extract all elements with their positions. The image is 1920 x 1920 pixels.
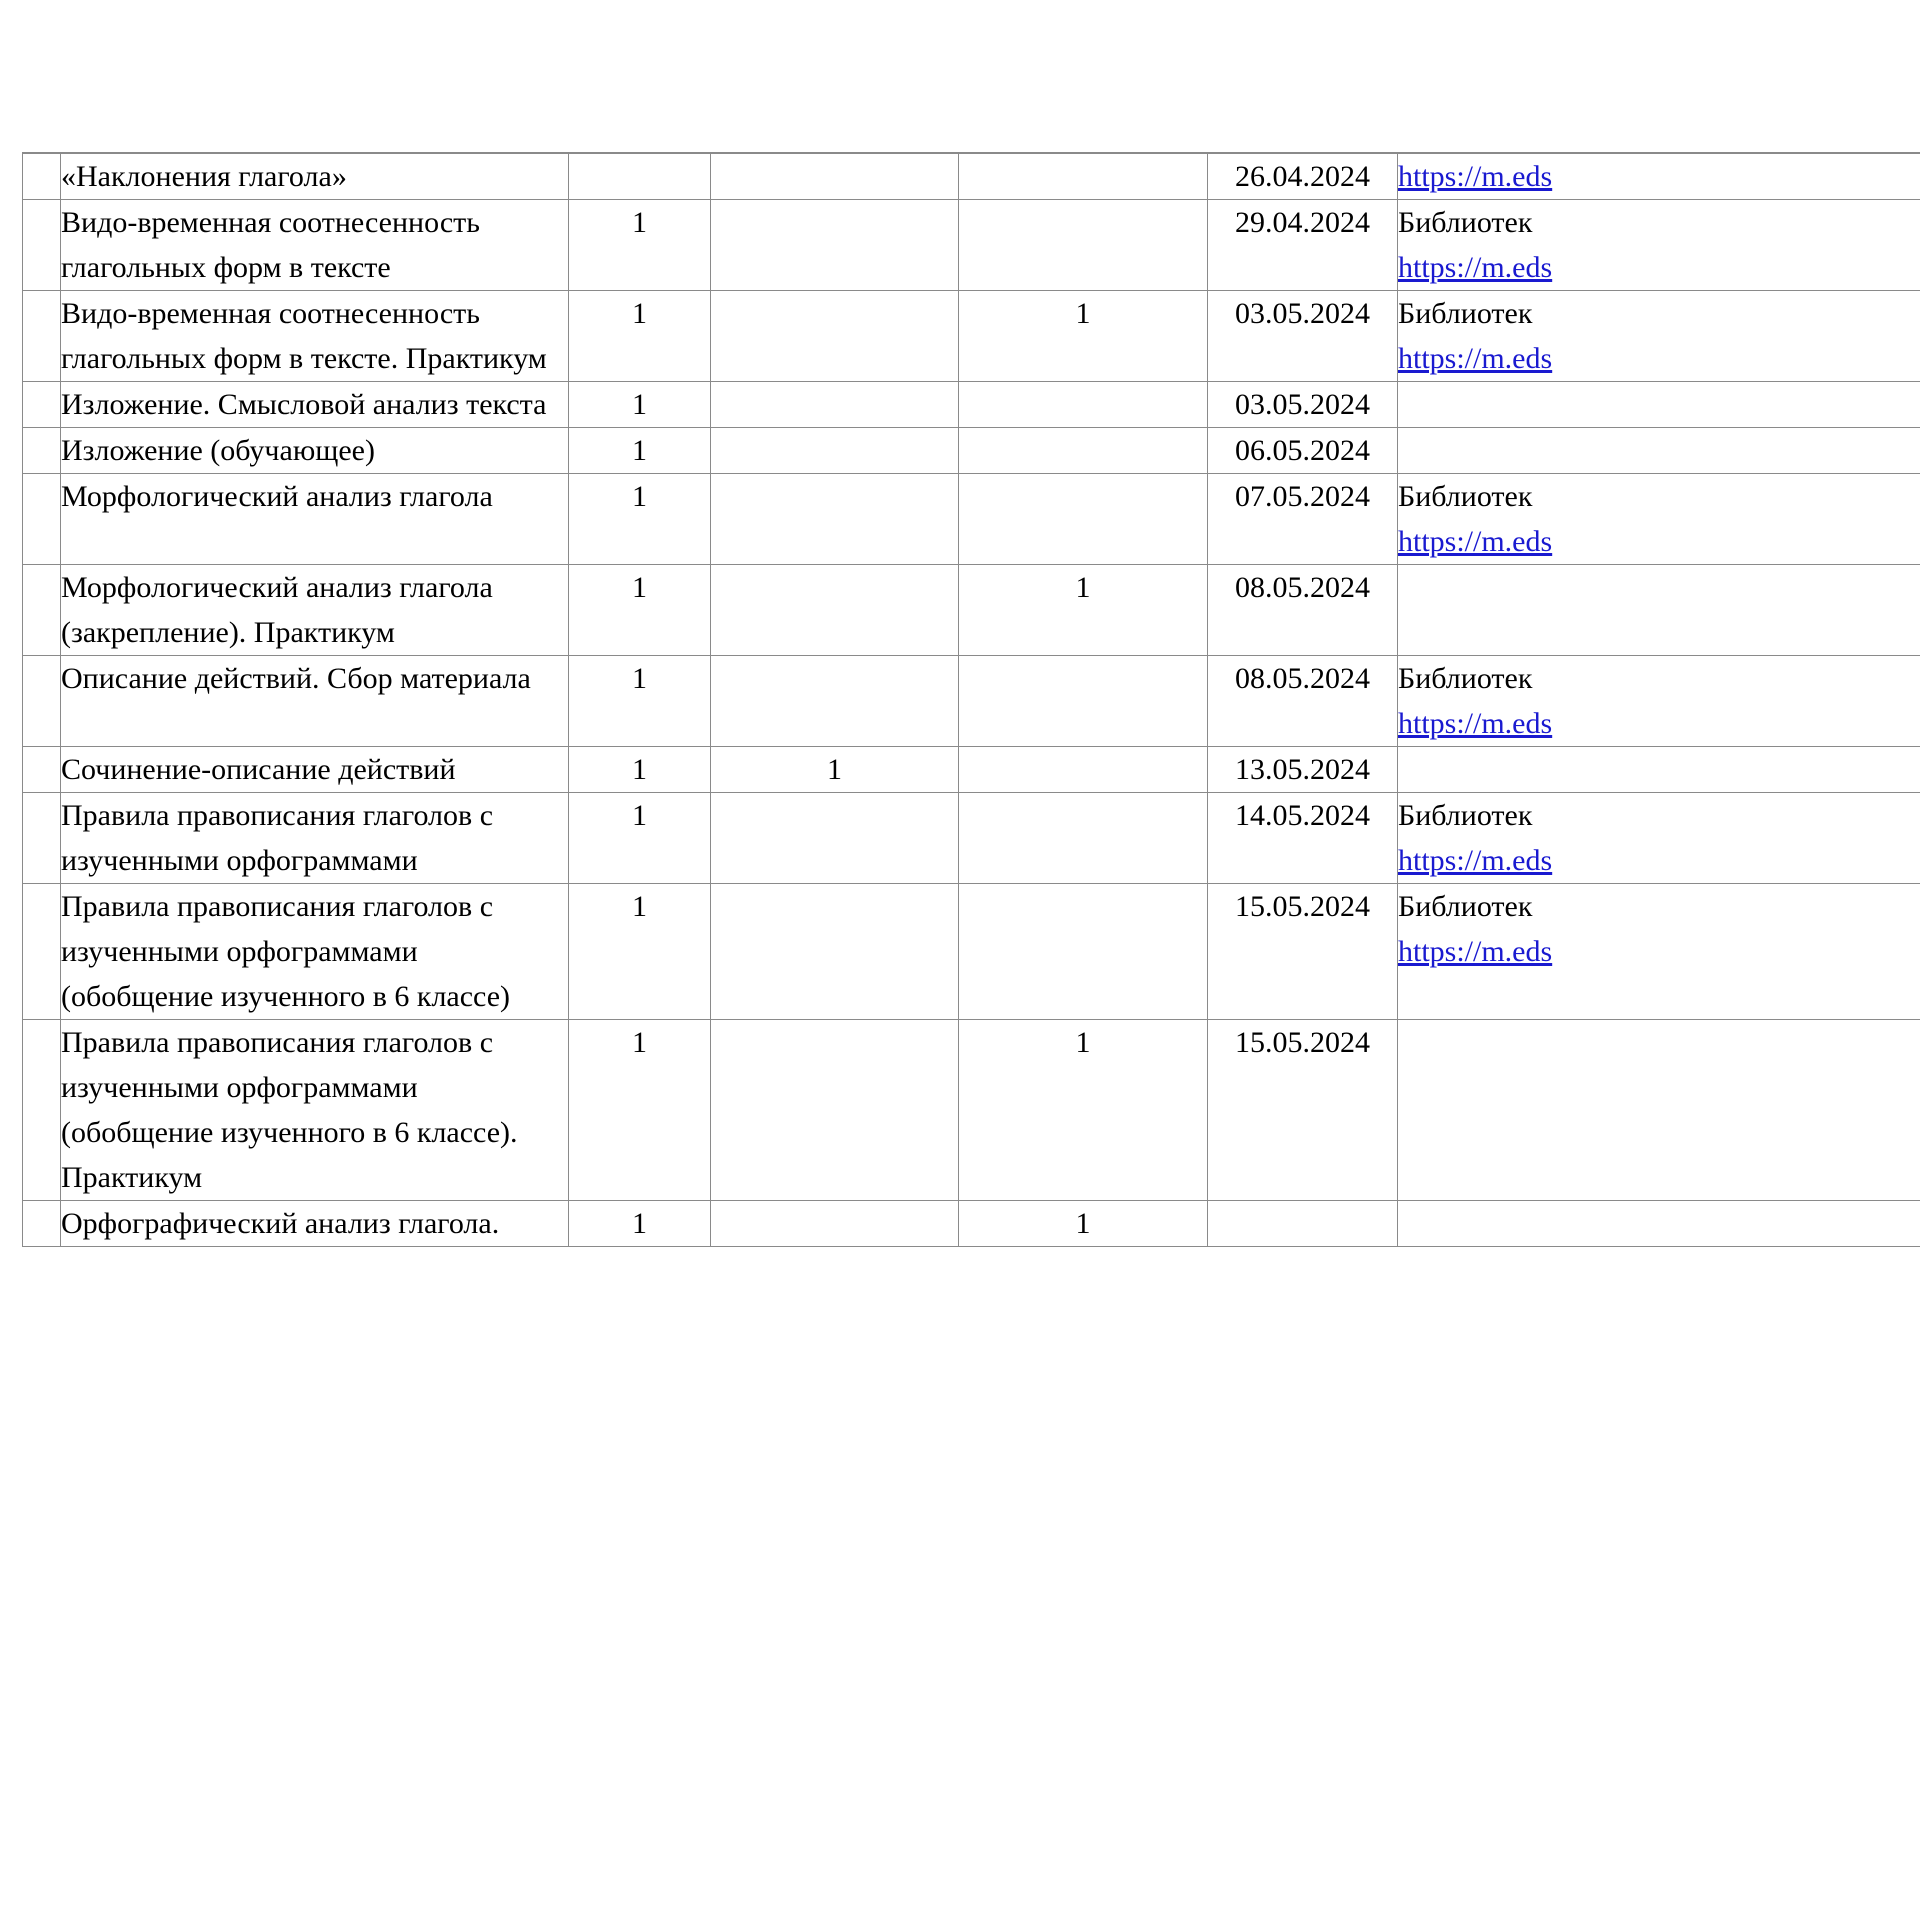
- hours-practice-cell: [959, 153, 1208, 200]
- row-number-cell: [23, 793, 61, 884]
- row-number-cell: [23, 291, 61, 382]
- table-row: [23, 747, 1920, 793]
- table-row: [23, 565, 1920, 656]
- hours-control-cell: [711, 153, 959, 200]
- lesson-date-cell: 08.05.2024: [1208, 656, 1398, 747]
- resource-link-cell: [1398, 747, 1920, 793]
- table-row: [23, 793, 1920, 884]
- resource-url-link[interactable]: https://m.eds: [1398, 160, 1553, 193]
- resource-url-link[interactable]: https://m.eds: [1398, 251, 1553, 284]
- hours-practice-cell: [959, 793, 1208, 884]
- table-row: [23, 428, 1920, 474]
- hours-practice-cell: [959, 200, 1208, 291]
- lesson-topic-cell: Изложение (обучающее): [61, 428, 569, 474]
- resource-link-cell: [1398, 200, 1920, 291]
- hours-control-cell: [711, 382, 959, 428]
- row-number-cell: [23, 474, 61, 565]
- lesson-date-cell: 06.05.2024: [1208, 428, 1398, 474]
- row-number-cell: [23, 884, 61, 1020]
- lesson-topic-cell: Сочинение-описание действий: [61, 747, 569, 793]
- hours-practice-cell: 1: [959, 565, 1208, 656]
- resource-link-cell: [1398, 428, 1920, 474]
- lesson-topic-cell: Морфологический анализ глагола: [61, 474, 569, 565]
- hours-practice-cell: [959, 656, 1208, 747]
- lesson-plan-table: [22, 152, 1920, 1247]
- lesson-date-cell: 14.05.2024: [1208, 793, 1398, 884]
- hours-total-cell: 1: [569, 428, 711, 474]
- lesson-date-cell: 15.05.2024: [1208, 884, 1398, 1020]
- lesson-topic-cell: Описание действий. Сбор материала: [61, 656, 569, 747]
- hours-total-cell: 1: [569, 200, 711, 291]
- lesson-date-cell: 03.05.2024: [1208, 291, 1398, 382]
- library-label: Библиотек: [1398, 297, 1533, 330]
- lesson-date-cell: 15.05.2024: [1208, 1020, 1398, 1201]
- resource-url-link[interactable]: https://m.eds: [1398, 707, 1553, 740]
- hours-control-cell: [711, 656, 959, 747]
- resource-link-cell: [1398, 474, 1920, 565]
- row-number-cell: [23, 428, 61, 474]
- resource-link-cell: [1398, 1201, 1920, 1247]
- row-number-cell: [23, 153, 61, 200]
- lesson-date-cell: 03.05.2024: [1208, 382, 1398, 428]
- table-row: [23, 153, 1920, 200]
- table-row: [23, 1201, 1920, 1247]
- hours-practice-cell: 1: [959, 291, 1208, 382]
- resource-link-cell: [1398, 291, 1920, 382]
- lesson-topic-cell: «Наклонения глагола»: [61, 153, 569, 200]
- hours-control-cell: [711, 1020, 959, 1201]
- hours-total-cell: 1: [569, 474, 711, 565]
- library-label: Библиотек: [1398, 206, 1533, 239]
- hours-control-cell: [711, 474, 959, 565]
- hours-control-cell: [711, 1201, 959, 1247]
- lesson-topic-cell: Правила правописания глаголов с изученными орфограммами: [61, 793, 569, 884]
- resource-link-cell: [1398, 565, 1920, 656]
- hours-control-cell: [711, 428, 959, 474]
- hours-total-cell: 1: [569, 1201, 711, 1247]
- table-body: [23, 153, 1920, 1247]
- lesson-topic-cell: Видо-временная соотнесенность глагольных форм в тексте. Практикум: [61, 291, 569, 382]
- row-number-cell: [23, 382, 61, 428]
- row-number-cell: [23, 565, 61, 656]
- hours-practice-cell: [959, 382, 1208, 428]
- hours-control-cell: [711, 565, 959, 656]
- lesson-date-cell: 07.05.2024: [1208, 474, 1398, 565]
- lesson-date-cell: [1208, 1201, 1398, 1247]
- row-number-cell: [23, 1201, 61, 1247]
- row-number-cell: [23, 656, 61, 747]
- resource-link-cell: [1398, 793, 1920, 884]
- table-row: [23, 474, 1920, 565]
- hours-practice-cell: 1: [959, 1020, 1208, 1201]
- hours-total-cell: 1: [569, 1020, 711, 1201]
- library-label: Библиотек: [1398, 662, 1533, 695]
- resource-link-cell: [1398, 1020, 1920, 1201]
- hours-control-cell: 1: [711, 747, 959, 793]
- lesson-date-cell: 13.05.2024: [1208, 747, 1398, 793]
- hours-practice-cell: [959, 428, 1208, 474]
- row-number-cell: [23, 747, 61, 793]
- hours-control-cell: [711, 200, 959, 291]
- lesson-topic-cell: Морфологический анализ глагола (закрепление). Практикум: [61, 565, 569, 656]
- hours-control-cell: [711, 291, 959, 382]
- resource-link-cell: [1398, 884, 1920, 1020]
- hours-practice-cell: 1: [959, 1201, 1208, 1247]
- hours-total-cell: [569, 153, 711, 200]
- lesson-date-cell: 29.04.2024: [1208, 200, 1398, 291]
- resource-link-cell: [1398, 382, 1920, 428]
- library-label: Библиотек: [1398, 890, 1533, 923]
- lesson-topic-cell: Изложение. Смысловой анализ текста: [61, 382, 569, 428]
- lesson-date-cell: 26.04.2024: [1208, 153, 1398, 200]
- table-row: [23, 1020, 1920, 1201]
- hours-total-cell: 1: [569, 565, 711, 656]
- resource-link-cell: [1398, 656, 1920, 747]
- hours-practice-cell: [959, 747, 1208, 793]
- row-number-cell: [23, 200, 61, 291]
- lesson-date-cell: 08.05.2024: [1208, 565, 1398, 656]
- library-label: Библиотек: [1398, 799, 1533, 832]
- table-row: [23, 291, 1920, 382]
- table-row: [23, 656, 1920, 747]
- library-label: Библиотек: [1398, 480, 1533, 513]
- hours-practice-cell: [959, 474, 1208, 565]
- table-row: [23, 200, 1920, 291]
- hours-total-cell: 1: [569, 382, 711, 428]
- resource-url-link[interactable]: https://m.eds: [1398, 525, 1553, 558]
- table-row: [23, 382, 1920, 428]
- hours-total-cell: 1: [569, 291, 711, 382]
- hours-total-cell: 1: [569, 656, 711, 747]
- resource-link-cell: [1398, 153, 1920, 200]
- table-row: [23, 884, 1920, 1020]
- lesson-topic-cell: Правила правописания глаголов с изученными орфограммами (обобщение изученного в 6 классе). Практикум: [61, 1020, 569, 1201]
- hours-total-cell: 1: [569, 793, 711, 884]
- hours-total-cell: 1: [569, 747, 711, 793]
- hours-control-cell: [711, 793, 959, 884]
- lesson-topic-cell: Правила правописания глаголов с изученными орфограммами (обобщение изученного в 6 классе): [61, 884, 569, 1020]
- resource-url-link[interactable]: https://m.eds: [1398, 935, 1553, 968]
- lesson-topic-cell: Орфографический анализ глагола.: [61, 1201, 569, 1247]
- hours-total-cell: 1: [569, 884, 711, 1020]
- hours-control-cell: [711, 884, 959, 1020]
- hours-practice-cell: [959, 884, 1208, 1020]
- resource-url-link[interactable]: https://m.eds: [1398, 844, 1553, 877]
- resource-url-link[interactable]: https://m.eds: [1398, 342, 1553, 375]
- lesson-topic-cell: Видо-временная соотнесенность глагольных форм в тексте: [61, 200, 569, 291]
- row-number-cell: [23, 1020, 61, 1201]
